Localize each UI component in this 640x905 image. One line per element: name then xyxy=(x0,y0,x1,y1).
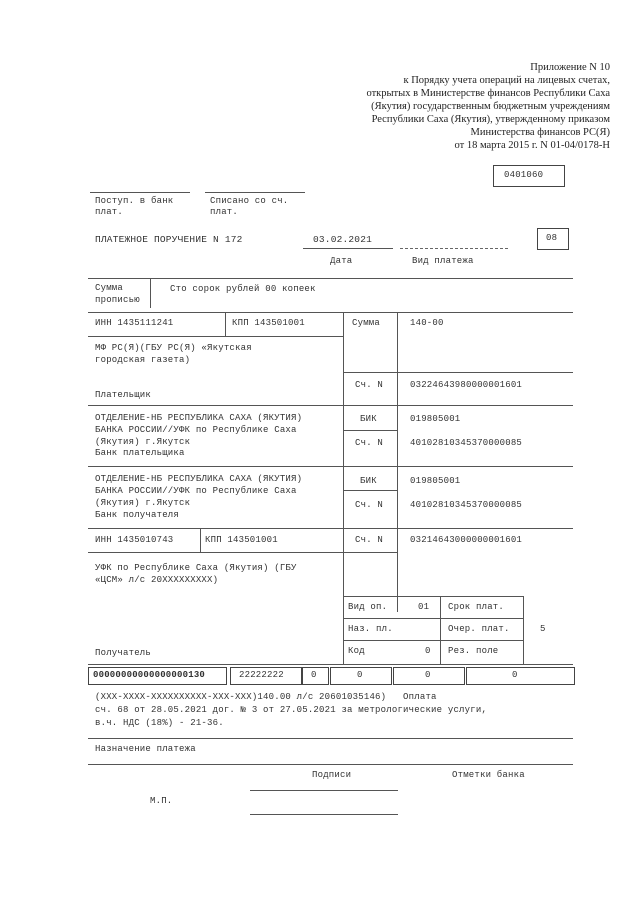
payer-account: 03224643980000001601 xyxy=(410,380,523,390)
form-line xyxy=(88,528,573,529)
tax-field-box xyxy=(302,667,329,685)
payee-bank-account: 40102810345370000085 xyxy=(410,500,523,510)
payer-bank-account: 40102810345370000085 xyxy=(410,438,523,448)
payee-bik-label: БИК xyxy=(360,476,377,486)
header-line: открытых в Министерстве финансов Республики Саха xyxy=(366,88,610,99)
payment-type-label: Вид платежа xyxy=(412,256,474,266)
tax-field-box xyxy=(330,667,392,685)
received-label: Поступ. в банк плат. xyxy=(95,196,174,217)
payer-bank-account-label: Сч. N xyxy=(355,438,384,448)
tax-field: 0 xyxy=(311,670,317,680)
header-line: от 18 марта 2015 г. N 01-04/0178-Н xyxy=(454,140,610,151)
form-line xyxy=(88,764,573,765)
signature-line xyxy=(250,814,398,815)
payer-inn: ИНН 1435111241 xyxy=(95,318,174,328)
form-divider xyxy=(343,312,344,664)
payment-type-line xyxy=(400,248,508,249)
payee-bank-name: ОТДЕЛЕНИЕ-НБ РЕСПУБЛИКА САХА (ЯКУТИЯ) БАНКА РОССИИ//УФК по Республике Саха (Якутия) г.Якутск xyxy=(95,474,303,508)
payer-bank-label: Банк плательщика xyxy=(95,448,185,458)
payer-account-label: Сч. N xyxy=(355,380,384,390)
purpose-text: (XXX-XXXX-XXXXXXXXXX-XXX-XXX)140.00 л/с 20601035146) Оплата сч. 68 от 28.05.2021 дог. № 3 от 27.05.2021 за метрологические услуги, в.ч. НДС (18%) - 21-36. xyxy=(95,692,488,728)
debited-label: Списано со сч. плат. xyxy=(210,196,289,217)
payee-account: 03214643000000001601 xyxy=(410,535,523,545)
payee-account-label: Сч. N xyxy=(355,535,384,545)
stamp-label: М.П. xyxy=(150,796,173,806)
priority-value: 5 xyxy=(540,624,546,634)
form-line xyxy=(343,372,573,373)
amount-value: 140-00 xyxy=(410,318,444,328)
bank-marks-label: Отметки банка xyxy=(452,770,525,780)
form-line xyxy=(343,596,523,597)
payee-bank-label: Банк получателя xyxy=(95,510,180,520)
tax-field-box xyxy=(393,667,465,685)
form-line xyxy=(88,312,573,313)
tax-field: 0 xyxy=(357,670,363,680)
form-line xyxy=(88,738,573,739)
payee-kpp: КПП 143501001 xyxy=(205,535,278,545)
header-line: Республики Саха (Якутия), утвержденному приказом xyxy=(371,114,610,125)
status-code: 08 xyxy=(546,233,558,243)
term-label: Срок плат. xyxy=(448,602,505,612)
form-divider xyxy=(523,596,524,664)
form-line xyxy=(88,405,573,406)
form-line xyxy=(88,664,573,665)
header-line: Министерства финансов РС(Я) xyxy=(470,127,610,138)
form-line xyxy=(343,430,397,431)
form-line xyxy=(343,618,523,619)
form-line xyxy=(343,640,523,641)
op-type: 01 xyxy=(418,602,430,612)
header-line: (Якутия) государственным бюджетным учреждениям xyxy=(371,101,610,112)
payee-bank-account-label: Сч. N xyxy=(355,500,384,510)
status-box xyxy=(537,228,569,250)
form-divider xyxy=(225,312,226,336)
code-value: 0 xyxy=(425,646,431,656)
bank-mark-line xyxy=(205,192,305,193)
form-line xyxy=(88,552,343,553)
form-line xyxy=(343,490,397,491)
kbk-value: 00000000000000000130 xyxy=(93,670,206,680)
payee-name: УФК по Республике Саха (Якутия) (ГБУ «ЦСМ» л/с 20XXXXXXXXX) xyxy=(95,563,297,585)
bank-mark-line xyxy=(90,192,190,193)
code-label: Код xyxy=(348,646,365,656)
form-line xyxy=(88,336,343,337)
form-line xyxy=(343,552,397,553)
form-line xyxy=(88,466,573,467)
form-code: 0401060 xyxy=(504,170,544,180)
date-label: Дата xyxy=(330,256,353,266)
order-date: 03.02.2021 xyxy=(313,234,373,245)
payer-kpp: КПП 143501001 xyxy=(232,318,305,328)
payee-bik: 019805001 xyxy=(410,476,461,486)
payer-bik: 019805001 xyxy=(410,414,461,424)
header-line: к Порядку учета операций на лицевых счетах, xyxy=(403,75,610,86)
form-divider xyxy=(397,312,398,612)
oktmo-value: 22222222 xyxy=(239,670,284,680)
tax-field: 0 xyxy=(512,670,518,680)
payer-name: МФ РС(Я)(ГБУ РС(Я) «Якутская городская газета) xyxy=(95,343,252,365)
purpose-code-label: Наз. пл. xyxy=(348,624,393,634)
form-divider xyxy=(150,278,151,308)
reserve-label: Рез. поле xyxy=(448,646,499,656)
payee-label: Получатель xyxy=(95,648,152,658)
purpose-label: Назначение платежа xyxy=(95,744,196,754)
signature-line xyxy=(250,790,398,791)
amount-words-label: Сумма прописью xyxy=(95,283,140,305)
form-line xyxy=(88,278,573,279)
kbk-box xyxy=(88,667,227,685)
order-title: ПЛАТЕЖНОЕ ПОРУЧЕНИЕ N 172 xyxy=(95,234,243,245)
amount-label: Сумма xyxy=(352,318,381,328)
payer-bik-label: БИК xyxy=(360,414,377,424)
date-line xyxy=(303,248,393,249)
op-type-label: Вид оп. xyxy=(348,602,388,612)
signatures-label: Подписи xyxy=(312,770,352,780)
form-divider xyxy=(440,596,441,664)
payee-inn: ИНН 1435010743 xyxy=(95,535,174,545)
payer-bank-name: ОТДЕЛЕНИЕ-НБ РЕСПУБЛИКА САХА (ЯКУТИЯ) БАНКА РОССИИ//УФК по Республике Саха (Якутия) г.Якутск xyxy=(95,413,303,447)
form-code-box xyxy=(493,165,565,187)
tax-field-box xyxy=(466,667,575,685)
form-divider xyxy=(200,528,201,552)
amount-words: Сто сорок рублей 00 копеек xyxy=(170,284,316,294)
header-line: Приложение N 10 xyxy=(530,62,610,73)
priority-label: Очер. плат. xyxy=(448,624,510,634)
oktmo-box xyxy=(230,667,302,685)
payer-label: Плательщик xyxy=(95,390,152,400)
tax-field: 0 xyxy=(425,670,431,680)
